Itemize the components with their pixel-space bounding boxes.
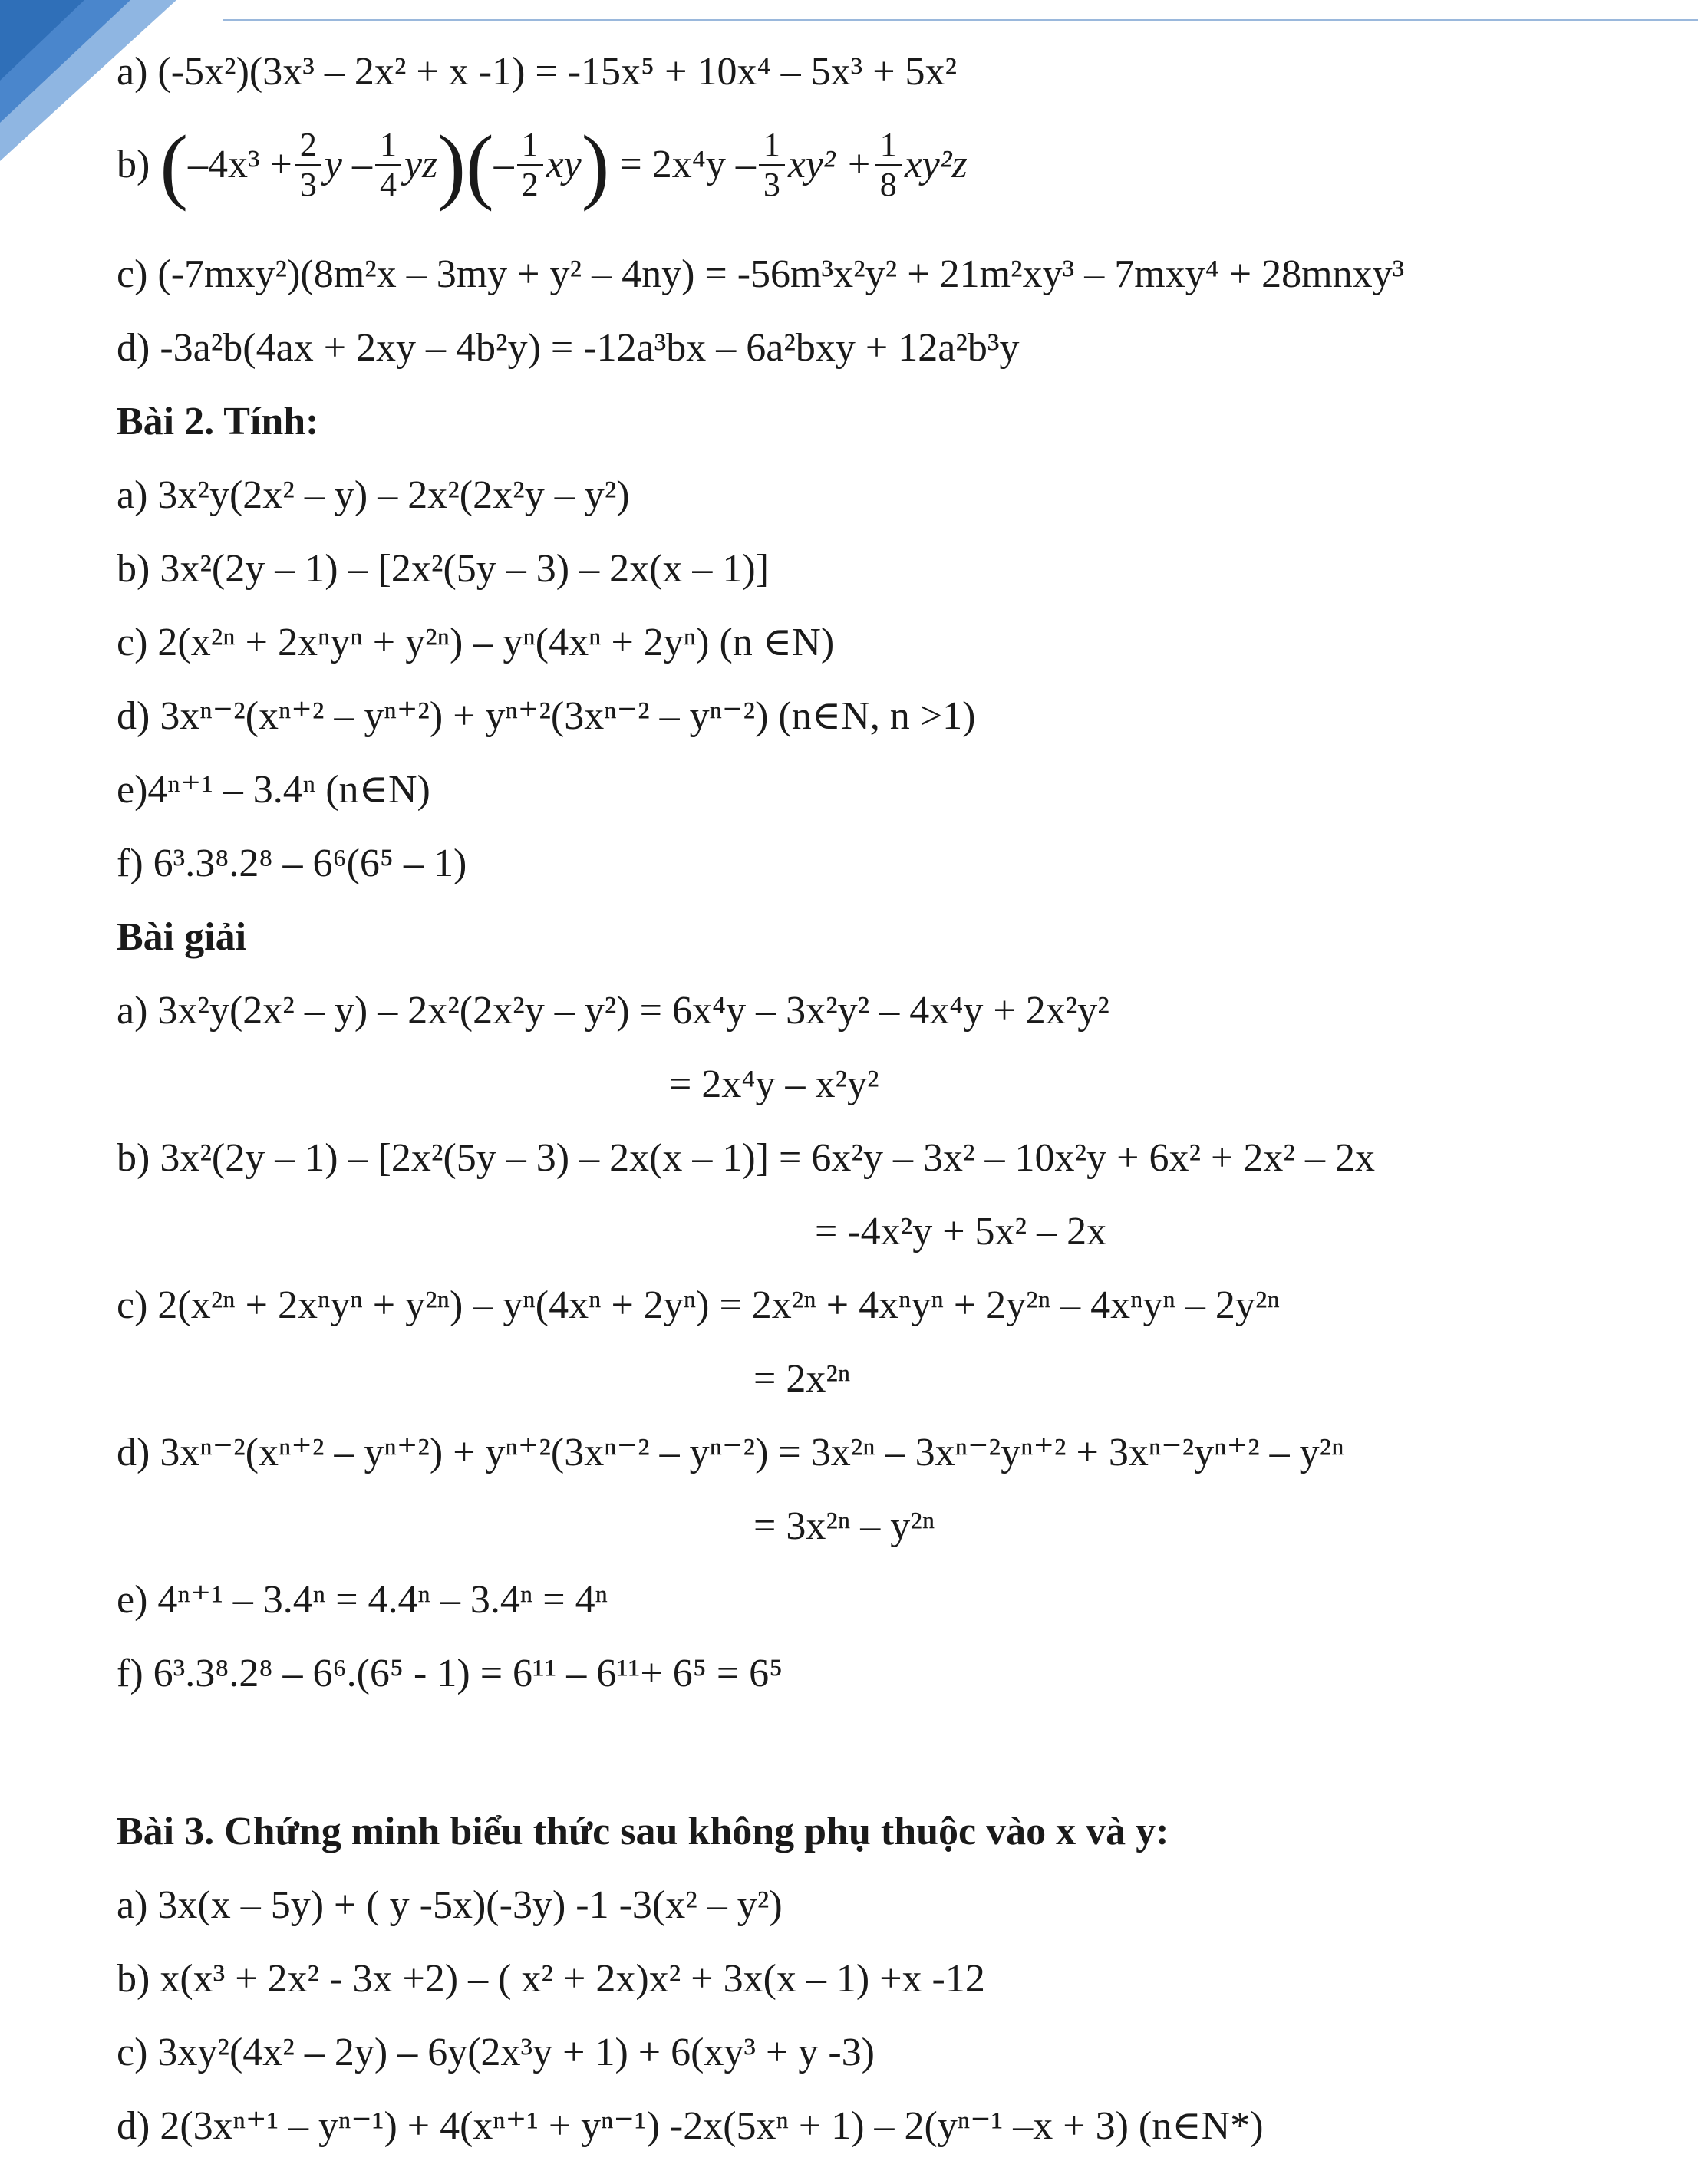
math-line: a) 3x²y(2x² – y) – 2x²(2x²y – y²) <box>117 473 630 517</box>
math-line: = 3x²ⁿ – y²ⁿ <box>753 1504 935 1548</box>
math-line: f) 6³.3⁸.2⁸ – 6⁶.(6⁵ - 1) = 6¹¹ – 6¹¹+ 6⁵ = 6⁵ <box>117 1652 783 1695</box>
eq-b-rhs-2: xy² + <box>787 143 872 186</box>
fraction-1-8: $\frac{1}{8}$ <box>875 126 902 204</box>
header-rule <box>223 19 1698 21</box>
math-line: d) 2(3xⁿ⁺¹ – yⁿ⁻¹) + 4(xⁿ⁺¹ + yⁿ⁻¹) -2x(5xⁿ + 1) – 2(yⁿ⁻¹ –x + 3) (n∈N*) <box>117 2104 1264 2148</box>
fraction-1-4: $\frac{1}{4}$ <box>375 126 401 204</box>
math-line: c) 3xy²(4x² – 2y) – 6y(2x³y + 1) + 6(xy³ + y -3) <box>117 2031 875 2074</box>
math-line: c) 2(x²ⁿ + 2xⁿyⁿ + y²ⁿ) – yⁿ(4xⁿ + 2yⁿ) (n ∈N) <box>117 621 835 664</box>
math-line: f) 6³.3⁸.2⁸ – 6⁶(6⁵ – 1) <box>117 842 467 885</box>
math-line: e)4ⁿ⁺¹ – 3.4ⁿ (n∈N) <box>117 768 430 812</box>
math-line: a) 3x(x – 5y) + ( y -5x)(-3y) -1 -3(x² – y²) <box>117 1883 783 1927</box>
eq-b-lhs-2: y – <box>324 143 372 186</box>
math-line: c) (-7mxy²)(8m²x – 3my + y² – 4ny) = -56m³x²y² + 21m²xy³ – 7mxy⁴ + 28mnxy³ <box>117 252 1405 296</box>
eq-b-label: b) <box>117 143 150 186</box>
math-line: d) 3xⁿ⁻²(xⁿ⁺² – yⁿ⁺²) + yⁿ⁺²(3xⁿ⁻² – yⁿ⁻²) = 3x²ⁿ – 3xⁿ⁻²yⁿ⁺² + 3xⁿ⁻²yⁿ⁺² – y²ⁿ <box>117 1431 1344 1474</box>
close-paren: ) <box>437 118 466 212</box>
eq-b-rhs-3: xy²z <box>904 143 968 186</box>
section-heading: Bài giải <box>117 915 247 959</box>
eq-b-lhs-3: yz <box>404 143 438 186</box>
math-line: a) 3x²y(2x² – y) – 2x²(2x²y – y²) = 6x⁴y – 3x²y² – 4x⁴y + 2x²y² <box>117 989 1109 1033</box>
eq-b-lhs-1: –4x³ + <box>187 143 292 186</box>
math-line: e) 4ⁿ⁺¹ – 3.4ⁿ = 4.4ⁿ – 3.4ⁿ = 4ⁿ <box>117 1578 608 1622</box>
eq-b-rhs-1: = 2x⁴y – <box>619 143 756 186</box>
math-line: b) x(x³ + 2x² - 3x +2) – ( x² + 2x)x² + 3x(x – 1) +x -12 <box>117 1957 985 2001</box>
math-line: d) -3a²b(4ax + 2xy – 4b²y) = -12a³bx – 6a²bxy + 12a²b³y <box>117 326 1020 370</box>
math-line: c) 2(x²ⁿ + 2xⁿyⁿ + y²ⁿ) – yⁿ(4xⁿ + 2yⁿ) = 2x²ⁿ + 4xⁿyⁿ + 2y²ⁿ – 4xⁿyⁿ – 2y²ⁿ <box>117 1283 1280 1327</box>
fraction-2-3: $\frac{2}{3}$ <box>295 126 321 204</box>
math-line: = -4x²y + 5x² – 2x <box>815 1210 1107 1253</box>
section-heading: Bài 2. Tính: <box>117 400 319 443</box>
math-line: = 2x²ⁿ <box>753 1357 851 1401</box>
equation-b <box>117 115 968 215</box>
eq-b-lhs-4: – <box>493 143 514 186</box>
fraction-1-2: $\frac{1}{2}$ <box>517 126 543 204</box>
math-line: a) (-5x²)(3x³ – 2x² + x -1) = -15x⁵ + 10x⁴ – 5x³ + 5x² <box>117 50 958 94</box>
open-paren-2: ( <box>465 118 494 212</box>
math-line: d) 3xⁿ⁻²(xⁿ⁺² – yⁿ⁺²) + yⁿ⁺²(3xⁿ⁻² – yⁿ⁻²) (n∈N, n >1) <box>117 694 976 738</box>
math-line: b) 3x²(2y – 1) – [2x²(5y – 3) – 2x(x – 1)] = 6x²y – 3x² – 10x²y + 6x² + 2x² – 2x <box>117 1136 1375 1180</box>
open-paren: ( <box>160 118 188 212</box>
math-line: = 2x⁴y – x²y² <box>669 1062 879 1106</box>
section-heading: Bài 3. Chứng minh biểu thức sau không phụ thuộc vào x và y: <box>117 1810 1169 1853</box>
eq-b-lhs-5: xy <box>546 143 582 186</box>
fraction-1-3: $\frac{1}{3}$ <box>759 126 785 204</box>
close-paren-2: ) <box>581 118 610 212</box>
math-line: b) 3x²(2y – 1) – [2x²(5y – 3) – 2x(x – 1)] <box>117 547 770 591</box>
